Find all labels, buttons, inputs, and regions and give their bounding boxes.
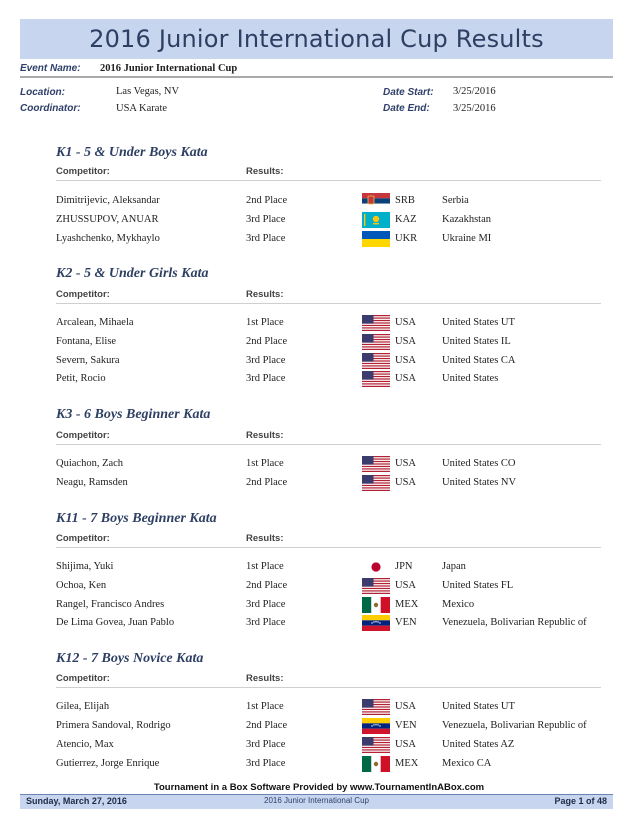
event-name-value: 2016 Junior International Cup <box>100 63 238 74</box>
placement: 2nd Place <box>246 336 288 347</box>
country-name: Mexico CA <box>442 758 492 769</box>
mexico-flag-icon <box>362 756 390 772</box>
result-row <box>56 193 613 209</box>
results-column-header: Results: <box>246 289 284 300</box>
country-code: UKR <box>395 233 418 244</box>
usa-flag-icon <box>362 353 390 369</box>
event-name-row <box>20 62 613 78</box>
result-row <box>56 334 613 350</box>
date-start-value: 3/25/2016 <box>453 86 496 97</box>
competitor-name: Severn, Sakura <box>56 355 120 366</box>
competitor-column-header: Competitor: <box>56 533 110 544</box>
serbia-flag-icon <box>362 193 390 209</box>
usa-flag-icon <box>362 371 390 387</box>
date-start-label: Date Start: <box>383 87 434 98</box>
country-code: USA <box>395 580 417 591</box>
placement: 1st Place <box>246 561 284 572</box>
competitor-name: Arcalean, Mihaela <box>56 317 134 328</box>
mexico-flag-icon <box>362 597 390 613</box>
section-title: K2 - 5 & Under Girls Kata <box>56 266 209 281</box>
placement: 3rd Place <box>246 617 286 628</box>
competitor-name: Shijima, Yuki <box>56 561 114 572</box>
date-end-value: 3/25/2016 <box>453 103 496 114</box>
competitor-name: De Lima Govea, Juan Pablo <box>56 617 175 628</box>
placement: 1st Place <box>246 317 284 328</box>
result-row <box>56 615 613 631</box>
placement: 3rd Place <box>246 355 286 366</box>
country-code: MEX <box>395 599 419 610</box>
usa-flag-icon <box>362 737 390 753</box>
competitor-column-header: Competitor: <box>56 430 110 441</box>
competitor-name: Gutierrez, Jorge Enrique <box>56 758 160 769</box>
country-name: United States UT <box>442 317 515 328</box>
results-column-header: Results: <box>246 430 284 441</box>
section-title: K3 - 6 Boys Beginner Kata <box>56 407 211 422</box>
footer-provider: Tournament in a Box Software Provided by www.TournamentInABox.com <box>153 782 485 793</box>
result-row <box>56 456 613 472</box>
placement: 3rd Place <box>246 599 286 610</box>
competitor-name: Ochoa, Ken <box>56 580 107 591</box>
result-row <box>56 559 613 575</box>
competitor-name: Rangel, Francisco Andres <box>56 599 165 610</box>
country-code: USA <box>395 317 417 328</box>
result-row <box>56 699 613 715</box>
kazakhstan-flag-icon <box>362 212 390 228</box>
competitor-name: Lyashchenko, Mykhaylo <box>56 233 160 244</box>
country-name: United States IL <box>442 336 511 347</box>
result-row <box>56 718 613 734</box>
section-title: K11 - 7 Boys Beginner Kata <box>56 511 217 526</box>
country-name: Kazakhstan <box>442 214 491 225</box>
coordinator-value: USA Karate <box>116 103 168 114</box>
location-value: Las Vegas, NV <box>116 86 180 97</box>
placement: 1st Place <box>246 701 284 712</box>
competitor-name: Neagu, Ramsden <box>56 477 128 488</box>
country-code: USA <box>395 701 417 712</box>
country-code: JPN <box>395 561 413 572</box>
column-divider <box>56 687 601 688</box>
column-divider <box>56 180 601 181</box>
placement: 3rd Place <box>246 214 286 225</box>
ukraine-flag-icon <box>362 231 390 247</box>
section-title: K12 - 7 Boys Novice Kata <box>56 651 204 666</box>
page-number: Page 1 of 48 <box>554 796 607 806</box>
placement: 2nd Place <box>246 477 288 488</box>
country-name: United States CO <box>442 458 516 469</box>
placement: 3rd Place <box>246 373 286 384</box>
date-end-label: Date End: <box>383 103 430 114</box>
country-name: United States NV <box>442 477 517 488</box>
usa-flag-icon <box>362 334 390 350</box>
result-row <box>56 756 613 772</box>
usa-flag-icon <box>362 578 390 594</box>
column-divider <box>56 547 601 548</box>
venezuela-flag-icon <box>362 718 390 734</box>
result-row <box>56 597 613 613</box>
competitor-name: ZHUSSUPOV, ANUAR <box>56 214 159 225</box>
country-code: USA <box>395 373 417 384</box>
title-bar <box>20 19 613 59</box>
country-code: USA <box>395 336 417 347</box>
coordinator-label: Coordinator: <box>20 103 81 114</box>
country-name: Ukraine MI <box>442 233 492 244</box>
usa-flag-icon <box>362 475 390 491</box>
country-name: Mexico <box>442 599 475 610</box>
usa-flag-icon <box>362 456 390 472</box>
country-code: SRB <box>395 195 415 206</box>
country-code: KAZ <box>395 214 417 225</box>
country-code: USA <box>395 739 417 750</box>
results-column-header: Results: <box>246 533 284 544</box>
country-code: VEN <box>395 720 417 731</box>
column-divider <box>56 303 601 304</box>
placement: 3rd Place <box>246 739 286 750</box>
country-name: United States <box>442 373 499 384</box>
competitor-name: Gilea, Elijah <box>56 701 110 712</box>
country-name: Venezuela, Bolivarian Republic of <box>442 720 587 731</box>
placement: 2nd Place <box>246 195 288 206</box>
results-column-header: Results: <box>246 673 284 684</box>
placement: 3rd Place <box>246 233 286 244</box>
footer-event: 2016 Junior International Cup <box>264 796 369 805</box>
result-row <box>56 371 613 387</box>
usa-flag-icon <box>362 699 390 715</box>
result-row <box>56 353 613 369</box>
event-name-label: Event Name: <box>20 63 81 74</box>
page-title: 2016 Junior International Cup Results <box>89 25 544 53</box>
placement: 3rd Place <box>246 758 286 769</box>
country-code: MEX <box>395 758 419 769</box>
country-name: United States CA <box>442 355 516 366</box>
country-name: United States UT <box>442 701 515 712</box>
competitor-name: Atencio, Max <box>56 739 114 750</box>
competitor-name: Quiachon, Zach <box>56 458 124 469</box>
competitor-name: Fontana, Elise <box>56 336 117 347</box>
country-name: Serbia <box>442 195 469 206</box>
country-name: United States FL <box>442 580 514 591</box>
result-row <box>56 578 613 594</box>
country-name: United States AZ <box>442 739 515 750</box>
result-row <box>56 231 613 247</box>
location-label: Location: <box>20 87 65 98</box>
country-name: Venezuela, Bolivarian Republic of <box>442 617 587 628</box>
results-column-header: Results: <box>246 166 284 177</box>
placement: 2nd Place <box>246 580 288 591</box>
placement: 1st Place <box>246 458 284 469</box>
footer-date: Sunday, March 27, 2016 <box>26 796 127 806</box>
competitor-name: Petit, Rocio <box>56 373 106 384</box>
result-row <box>56 315 613 331</box>
competitor-column-header: Competitor: <box>56 166 110 177</box>
country-code: USA <box>395 458 417 469</box>
result-row <box>56 475 613 491</box>
section-title: K1 - 5 & Under Boys Kata <box>56 145 208 160</box>
country-name: Japan <box>442 561 466 572</box>
column-divider <box>56 444 601 445</box>
competitor-name: Primera Sandoval, Rodrigo <box>56 720 171 731</box>
country-code: VEN <box>395 617 417 628</box>
venezuela-flag-icon <box>362 615 390 631</box>
result-row <box>56 212 613 228</box>
footer-bar <box>20 795 613 809</box>
country-code: USA <box>395 477 417 488</box>
competitor-column-header: Competitor: <box>56 673 110 684</box>
country-code: USA <box>395 355 417 366</box>
japan-flag-icon <box>362 559 390 575</box>
usa-flag-icon <box>362 315 390 331</box>
competitor-name: Dimitrijevic, Aleksandar <box>56 195 160 206</box>
result-row <box>56 737 613 753</box>
placement: 2nd Place <box>246 720 288 731</box>
competitor-column-header: Competitor: <box>56 289 110 300</box>
